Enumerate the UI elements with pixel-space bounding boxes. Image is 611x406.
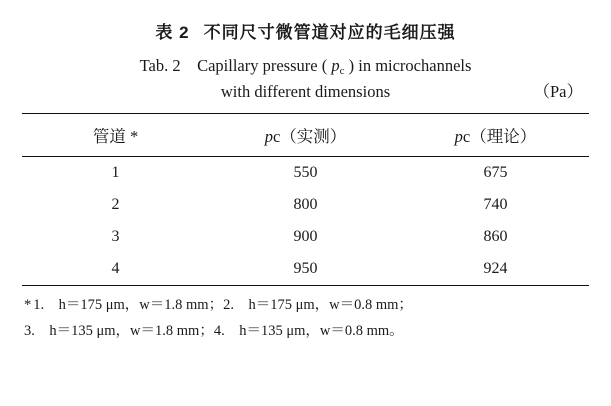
header-symbol-p-theoretical: p [454,127,463,147]
table-row [22,157,589,190]
header-symbol-p-measured-sub: c [272,127,281,147]
table-title-english-line2 [28,79,583,105]
cell-channel: 1 [111,164,120,182]
table-number-label: 表 2 [155,23,190,42]
column-header-channel: 管道 * [92,127,139,147]
capillary-pressure-table [22,113,589,286]
footnote-line-2 [24,319,587,344]
header-measured-text: （实测） [280,127,347,147]
footnote-marker: * [24,297,32,314]
cell-measured: 900 [293,228,318,246]
table-title-chinese-text: 不同尺寸微管道对应的毛细压强 [203,23,456,42]
symbol-p: p [331,56,340,75]
table-row [22,253,589,286]
header-symbol-p-theoretical-sub: c [462,127,471,147]
header-symbol-p-measured: p [264,127,273,147]
table-body [22,157,589,286]
cell-measured: 800 [293,196,318,214]
footnote-line-1 [24,293,587,318]
table-unit-label: （Pa） [533,81,583,101]
cell-measured: 950 [293,260,318,278]
table-header-row [22,114,589,157]
table-row [22,221,589,253]
cell-channel: 3 [111,228,120,246]
cell-theoretical: 675 [483,164,508,182]
symbol-p-subscript: c [339,65,345,77]
cell-theoretical: 740 [483,196,508,214]
table-title-english [28,53,583,104]
column-header-theoretical [402,114,589,157]
table-footnote [22,293,589,344]
header-theoretical-text: （理论） [470,127,537,147]
footnote-text-1: 1. h＝175 μm，w＝1.8 mm；2. h＝175 μm，w＝0.8 mm； [33,297,413,314]
cell-channel: 4 [111,260,120,278]
title-en-line2-text: with different dimensions [220,81,391,101]
cell-theoretical: 860 [483,228,508,246]
column-header-measured [209,114,402,157]
table-row [22,189,589,221]
title-en-suffix: ) in microchannels [344,56,472,75]
cell-channel: 2 [111,196,120,214]
title-en-prefix: Tab. 2 Capillary pressure ( [139,56,332,75]
footnote-text-2: 3. h＝135 μm，w＝1.8 mm；4. h＝135 μm，w＝0.8 mm。 [24,322,404,339]
cell-theoretical: 924 [483,260,508,278]
cell-measured: 550 [293,164,318,182]
table-title-chinese [22,18,589,43]
table-title-english-line1 [28,53,583,79]
